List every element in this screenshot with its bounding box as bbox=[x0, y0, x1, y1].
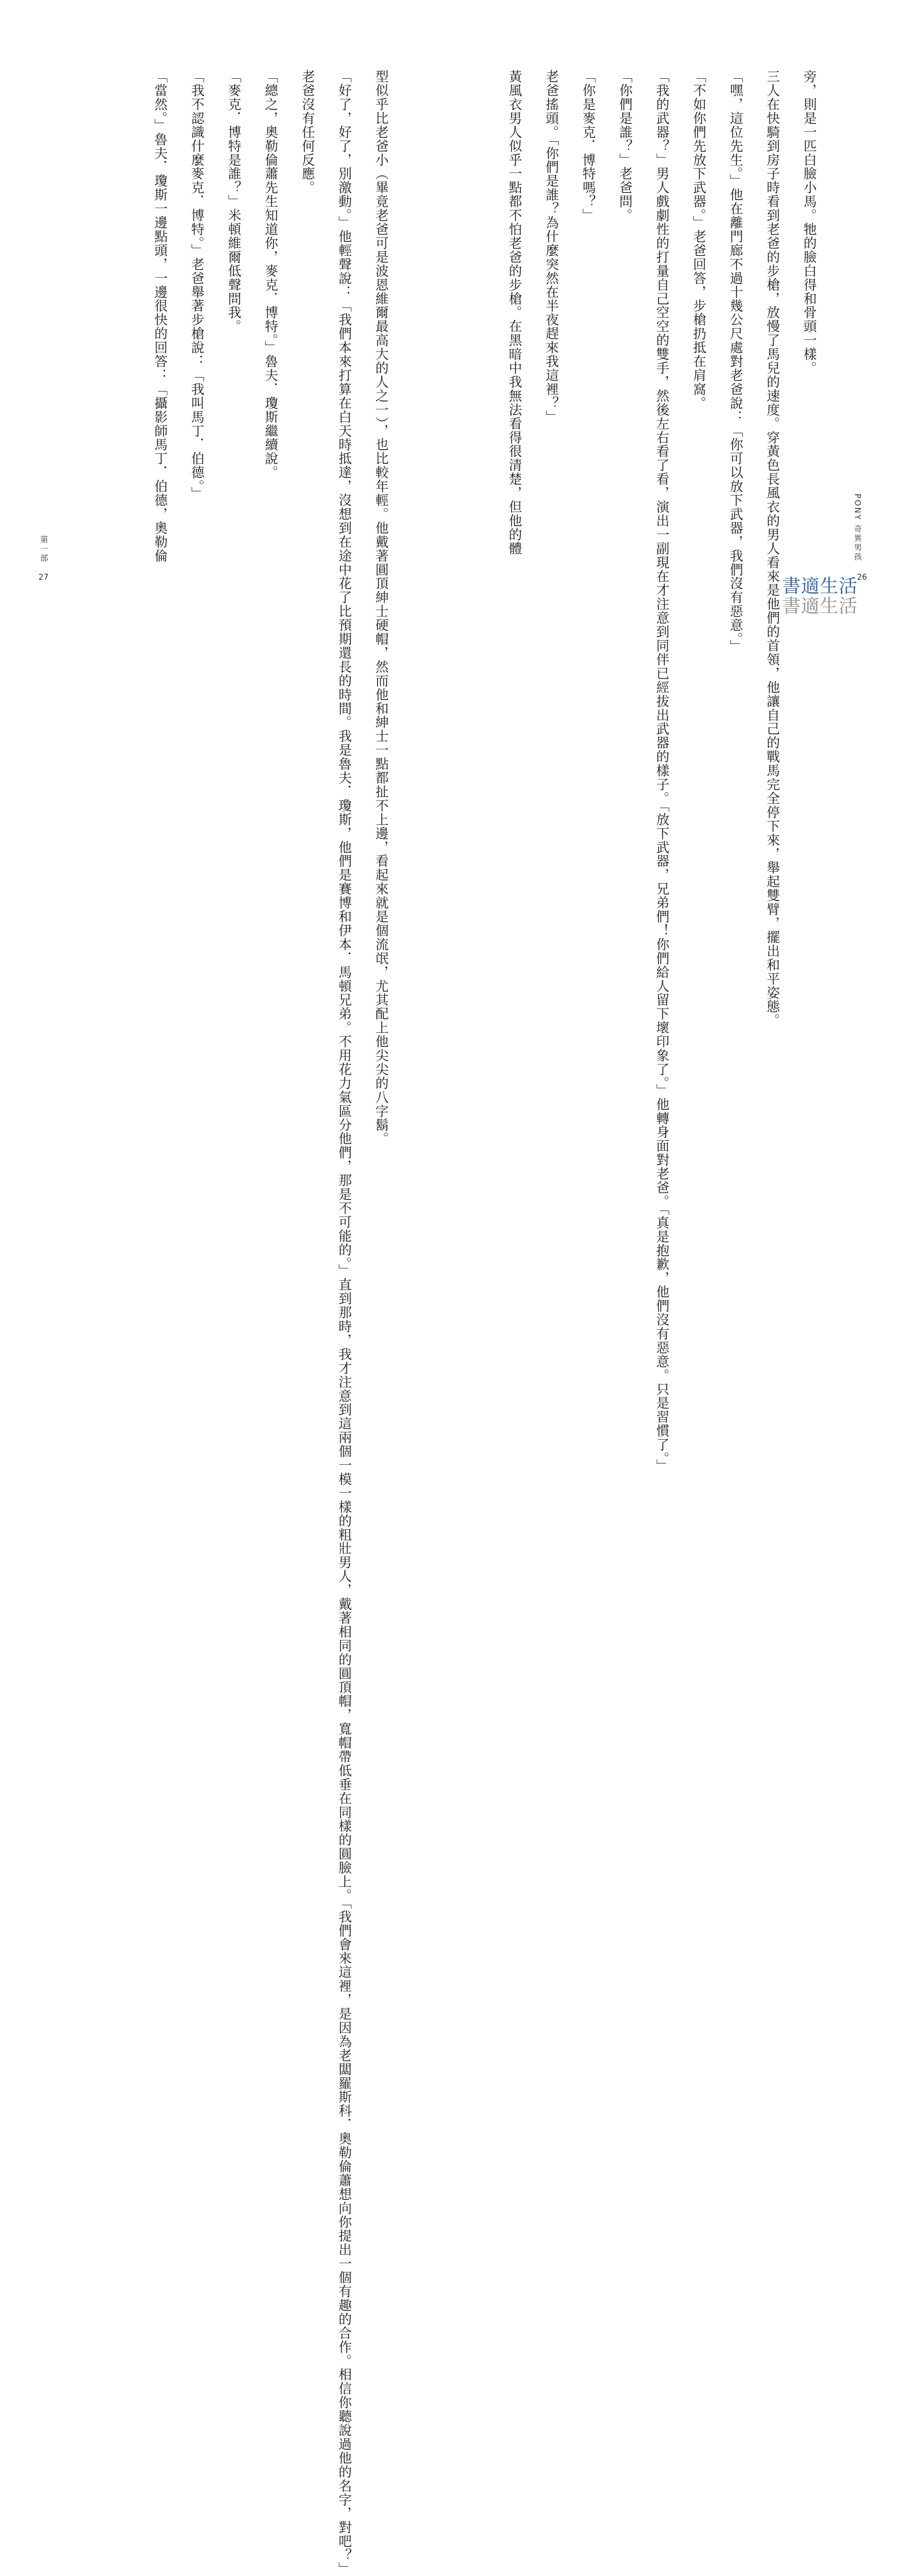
left-page-body bbox=[74, 70, 392, 2576]
paragraph: 三人在快騎到房子時看到老爸的步槍，放慢了馬兒的速度。穿黃色長風衣的男人看來是他們的首領，他讓自己的戰馬完全停下來，舉起雙臂，擺出和平姿態。 bbox=[764, 70, 781, 1028]
page-number-right: 26 bbox=[857, 572, 868, 582]
watermark-line-gray: 書適生活 bbox=[782, 595, 858, 617]
running-title-right: PONY 奇異男孩 bbox=[853, 494, 862, 562]
paragraph: 老爸搖頭。「你們是誰？為什麼突然在半夜趕來我這裡？」 bbox=[543, 70, 559, 424]
watermark-line-blue: 書適生活 bbox=[782, 575, 858, 597]
publisher-watermark bbox=[782, 576, 858, 616]
paragraph: 「嘿，這位先生。」他在離門廊不過十幾公尺處對老爸說：「你可以放下武器，我們沒有惡意。」 bbox=[727, 70, 744, 653]
right-page bbox=[451, 0, 901, 1473]
paragraph: 「麥克．博特是誰？」米頓維爾低聲問我。 bbox=[225, 70, 242, 334]
paragraph: 黃風衣男人似乎一點都不怕老爸的步槍。在黑暗中我無法看得很清楚，但他的體 bbox=[506, 70, 523, 556]
paragraph: 「當然。」魯夫．瓊斯一邊點頭，一邊很快的回答：「攝影師馬丁．伯德，奧勒倫 bbox=[152, 70, 168, 563]
paragraph: 「你們是誰？」老爸問。 bbox=[617, 70, 634, 223]
running-title-left: 第一部 bbox=[39, 535, 48, 563]
page-number-left: 27 bbox=[38, 572, 49, 582]
paragraph: 旁，則是一匹白臉小馬。牠的臉白得和骨頭一樣。 bbox=[801, 70, 817, 375]
paragraph: 「我的武器？」男人戲劇性的打量自己空空的雙手，然後左右看了看，演出一副現在才注意到同伴已經拔出武器的樣子。「放下武器，兄弟們！你們給人留下壞印象了。」他轉身面對老爸。「真是抱歉，他們沒有惡意。只是習慣了。」 bbox=[653, 70, 670, 1473]
paragraph: 「好了，好了，別激動。」他輕聲說：「我們本來打算在白天時抵達，沒想到在途中花了比預期還長的時間。我是魯夫．瓊斯，他們是賽博和伊本．馬頓兄弟。不用花力氣區分他們，那是不可能的。」直到那時，我才注意到這兩個一模一樣的粗壯男人，戴著相同的圓頂帽，寬帽帶低垂在同樣的圓臉上。「我們會來這裡，是因為老闆羅斯科．奧勒倫蕭想向你提出一個有趣的合作。相信你聽說過他的名字，對吧？」 bbox=[336, 70, 353, 2576]
paragraph: 型似乎比老爸小（畢竟老爸可是波恩維爾最高大的人之一），也比較年輕。他戴著圓頂紳士硬帽，然而他和紳士一點都扯不上邊，看起來就是個流氓，尤其配上他尖尖的八字鬍。 bbox=[373, 70, 389, 1146]
paragraph: 「你是麥克．博特嗎？」 bbox=[580, 70, 596, 223]
paragraph: 「不如你們先放下武器。」老爸回答，步槍扔抵在肩窩。 bbox=[691, 70, 707, 410]
paragraph: 老爸沒有任何反應。 bbox=[299, 70, 315, 195]
paragraph: 「我不認識什麼麥克．博特。」老爸舉著步槍說：「我叫馬丁．伯德。」 bbox=[189, 70, 205, 501]
paragraph: 「總之，奧勒倫蕭先生知道你，麥克．博特。」魯夫．瓊斯繼續說。 bbox=[262, 70, 279, 480]
